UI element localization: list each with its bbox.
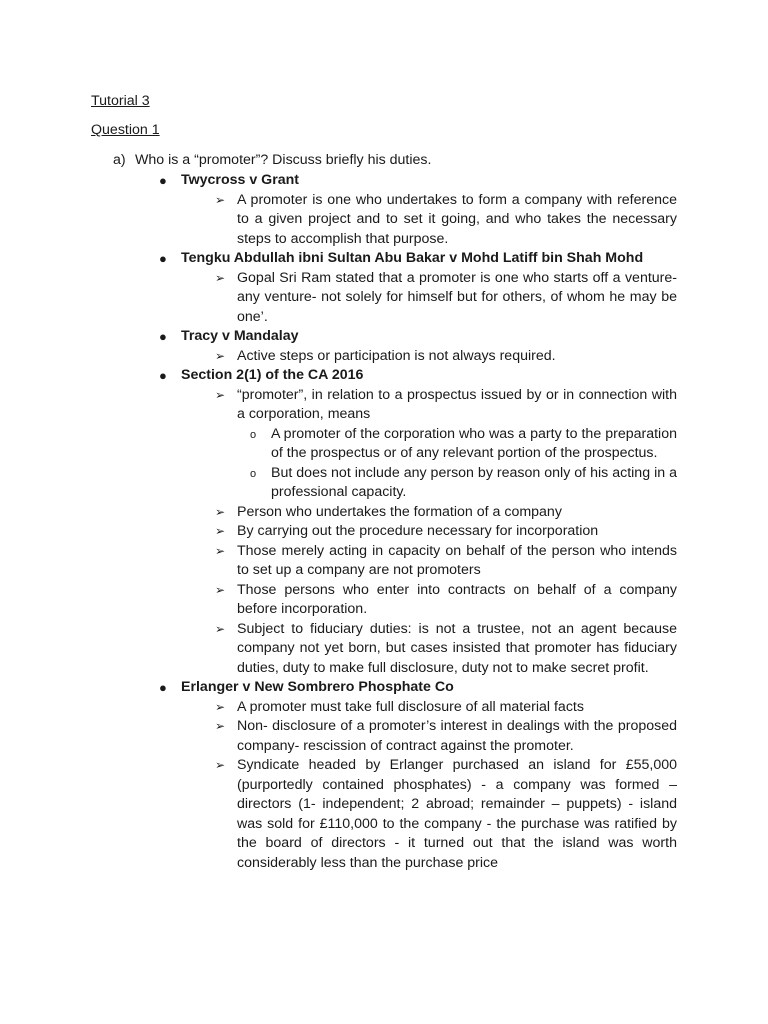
circle-bullet: [250, 464, 677, 503]
arrow-bullet-icon: ➢: [215, 504, 226, 519]
bullet-dot-icon: ●: [159, 173, 167, 188]
arrow-bullet: [215, 698, 677, 718]
arrow-bullet-icon: ➢: [215, 543, 226, 558]
bullet-dot-icon: ●: [159, 329, 167, 344]
circle-bullet: [250, 425, 677, 464]
bullet-text: Section 2(1) of the CA 2016: [181, 367, 364, 383]
arrow-bullet: [215, 620, 677, 679]
bullet-text: But does not include any person by reason only of his acting in a professional capacity.: [271, 464, 677, 500]
arrow-bullet: [215, 347, 677, 367]
bullet-text: Subject to fiduciary duties: is not a trustee, not an agent because company not yet born, but cases insisted that promoter has fiduciary duties, duty to make full disclosure, duty not to make secret profit.: [237, 620, 677, 676]
case-heading: [159, 678, 768, 698]
arrow-bullet-icon: ➢: [215, 348, 226, 363]
bullet-text: Person who undertakes the formation of a company: [237, 503, 562, 520]
sub-question: [113, 151, 431, 171]
bullet-text: A promoter is one who undertakes to form a company with reference to a given project and to set it going, and who takes the necessary steps to accomplish that purpose.: [237, 191, 677, 247]
bullet-text: A promoter of the corporation who was a party to the preparation of the prospectus or of any relevant portion of the prospectus.: [271, 425, 677, 461]
case-heading: [159, 327, 768, 347]
arrow-bullet-icon: ➢: [215, 387, 226, 402]
bullet-text: Those merely acting in capacity on behalf of the person who intends to set up a company are not promoters: [237, 542, 677, 578]
arrow-bullet-icon: ➢: [215, 192, 226, 207]
arrow-bullet: [215, 522, 677, 542]
arrow-bullet-icon: ➢: [215, 719, 226, 733]
bullet-text: Gopal Sri Ram stated that a promoter is one who starts off a venture- any venture- not solely for himself but for others, of whom he may be one’.: [237, 269, 677, 325]
bullet-text: By carrying out the procedure necessary for incorporation: [237, 523, 599, 539]
arrow-bullet-icon: ➢: [215, 621, 226, 636]
bullet-text: Twycross v Grant: [181, 172, 300, 188]
bullet-text: Syndicate headed by Erlanger purchased an island for £55,000 (purportedly contained phosphates) - a company was formed – directors (1- independent; 2 abroad; remainder – puppets) - island was sold for £110,000 to the company - the purchase was ratified by the board of directors - it turned out that the island was worth considerably less than the purchase price: [237, 757, 677, 871]
arrow-bullet: [215, 542, 677, 581]
bullet-text: Those persons who enter into contracts on behalf of a company before incorporation.: [237, 581, 677, 617]
bullet-text: A promoter must take full disclosure of all material facts: [237, 698, 584, 715]
bullet-text: Erlanger v New Sombrero Phosphate Co: [181, 679, 454, 695]
sub-question-label: a): [113, 152, 126, 168]
arrow-bullet-icon: ➢: [215, 699, 226, 714]
bullet-text: Tengku Abdullah ibni Sultan Abu Bakar v Mohd Latiff bin Shah Mohd: [181, 250, 644, 266]
case-heading: [159, 249, 768, 269]
arrow-bullet: [215, 503, 677, 523]
arrow-bullet: [215, 191, 677, 250]
answer-list: [0, 171, 768, 873]
arrow-bullet: [215, 717, 677, 756]
bullet-dot-icon: ●: [159, 368, 167, 383]
circle-bullet-icon: o: [250, 467, 257, 480]
arrow-bullet-icon: ➢: [215, 582, 226, 597]
arrow-bullet-icon: ➢: [215, 270, 226, 285]
bullet-text: “promoter”, in relation to a prospectus issued by or in connection with a corporation, means: [237, 386, 677, 422]
arrow-bullet-icon: ➢: [215, 758, 226, 772]
arrow-bullet: [215, 581, 677, 620]
bullet-text: Non- disclosure of a promoter’s interest in dealings with the proposed company- rescission of contract against the promoter.: [237, 718, 677, 754]
case-heading: [159, 171, 768, 191]
question-heading: Question 1: [91, 122, 160, 138]
bullet-dot-icon: ●: [159, 680, 167, 695]
sub-question-text: Who is a “promoter”? Discuss briefly his duties.: [135, 152, 432, 168]
arrow-bullet: [215, 269, 677, 328]
document-title: Tutorial 3: [91, 93, 150, 109]
circle-bullet-icon: o: [250, 428, 257, 441]
arrow-bullet: [215, 756, 677, 873]
bullet-text: Tracy v Mandalay: [181, 328, 299, 344]
arrow-bullet-icon: ➢: [215, 524, 226, 538]
case-heading: [159, 366, 768, 386]
arrow-bullet: [215, 386, 677, 425]
bullet-text: Active steps or participation is not always required.: [237, 347, 556, 364]
bullet-dot-icon: ●: [159, 251, 167, 266]
